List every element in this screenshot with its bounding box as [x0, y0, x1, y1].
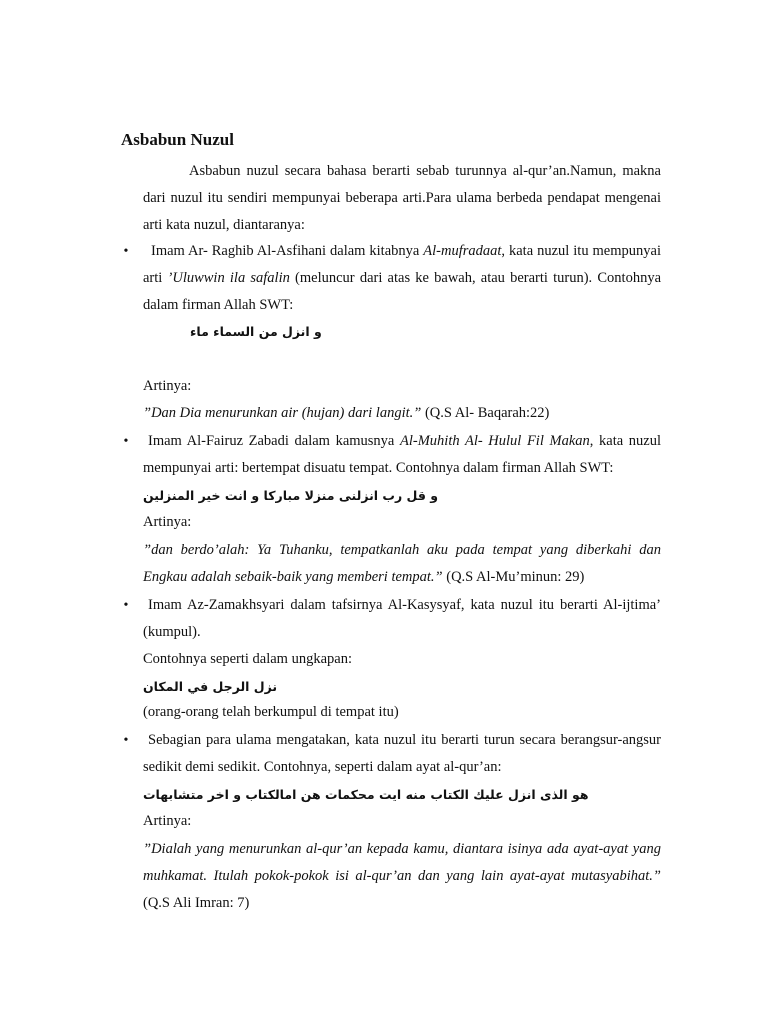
- bullet-marker-4: •: [123, 733, 129, 748]
- item-3-arabic: نزل الرجل في المكان: [143, 679, 278, 694]
- intro-paragraph: [143, 158, 661, 239]
- item-3-example-intro: Contohnya seperti dalam ungkapan:: [143, 651, 352, 667]
- bullet-marker-2: •: [123, 434, 129, 449]
- item-2-rest: , kata nuzul mempunyai arti: bertempat disuatu tempat. Contohnya dalam firman Allah SWT:: [143, 433, 662, 476]
- item-1-rest: (meluncur dari atas ke bawah, atau berarti turun). Contohnya dalam firman Allah SWT:: [143, 270, 662, 313]
- item-4-translation-text: ”Dialah yang menurunkan al-qur’an kepada kamu, diantara isinya ada ayat-ayat yang muhkamat. Itulah pokok-pokok isi al-qur’an dan yang lain ayat-ayat mutasyabihat.”: [143, 841, 661, 884]
- item-1-term: ’Uluwwin ila safalin: [167, 270, 290, 286]
- item-4-reference: (Q.S Ali Imran: 7): [143, 895, 250, 911]
- item-3-note: (orang-orang telah berkumpul di tempat itu): [143, 704, 399, 720]
- intro-text: Asbabun nuzul secara bahasa berarti sebab turunnya al-qur’an.Namun, makna dari nuzul itu sendiri mempunyai beberapa arti.Para ulama berbeda pendapat mengenai arti kata nuzul, diantaranya:: [143, 163, 661, 233]
- item-4-translation: [143, 836, 661, 917]
- list-item-1: [143, 238, 661, 319]
- item-1-intro: Imam Ar- Raghib Al-Asfihani dalam kitabnya: [151, 243, 424, 259]
- item-1-mid: , kata nuzul itu mempunyai arti: [143, 243, 661, 286]
- item-1-reference: (Q.S Al- Baqarah:22): [421, 405, 550, 421]
- item-1-arabic: و انزل من السماء ماء: [190, 324, 322, 339]
- document-title: Asbabun Nuzul: [121, 130, 234, 149]
- list-item-2: [143, 428, 661, 482]
- item-1-translation-text: ”Dan Dia menurunkan air (hujan) dari langit.”: [143, 405, 422, 421]
- item-2-intro: Imam Al-Fairuz Zabadi dalam kamusnya: [148, 433, 400, 449]
- item-3-text: Imam Az-Zamakhsyari dalam tafsirnya Al-Kasysyaf, kata nuzul itu berarti Al-ijtima’ (kumpul).: [143, 597, 661, 640]
- item-4-text: Sebagian para ulama mengatakan, kata nuzul itu berarti turun secara berangsur-angsur sedikit demi sedikit. Contohnya, seperti dalam ayat al-qur’an:: [143, 732, 661, 775]
- item-1-translation: [143, 400, 661, 427]
- item-2-translation-text: ”dan berdo’alah: Ya Tuhanku, tempatkanlah aku pada tempat yang diberkahi dan Engkau adalah sebaik-baik yang memberi tempat.”: [143, 542, 661, 585]
- item-2-reference: (Q.S Al-Mu’minun: 29): [442, 569, 585, 585]
- item-2-source: Al-Muhith Al- Hulul Fil Makan: [400, 433, 590, 449]
- item-2-translation: [143, 537, 661, 591]
- bullet-marker-3: •: [123, 598, 129, 613]
- list-item-3: [143, 592, 661, 646]
- bullet-marker-1: •: [123, 244, 129, 259]
- item-2-artinya-label: Artinya:: [143, 514, 192, 530]
- item-4-artinya-label: Artinya:: [143, 813, 192, 829]
- item-4-arabic: هو الذى انزل عليك الكتاب منه ايت محكمات هن امالكتاب و اخر متشابهات: [143, 787, 589, 802]
- list-item-4: [143, 727, 661, 781]
- item-2-arabic: و قل رب انزلنى منزلا مباركا و انت خير المنزلين: [143, 488, 439, 503]
- item-1-artinya-label: Artinya:: [143, 378, 192, 394]
- item-1-source: Al-mufradaat: [423, 243, 502, 259]
